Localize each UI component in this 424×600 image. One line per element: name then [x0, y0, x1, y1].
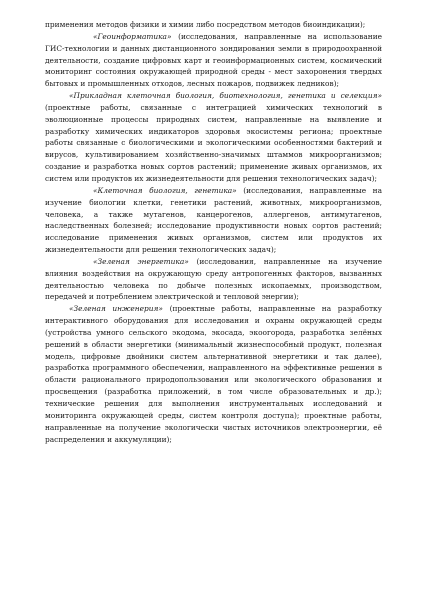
paragraph-text: (проектные работы, связанные с интеграцией химических технологий в эволюционные процессы природных систем, направленные на выявление и разработку химических индикаторов здоровья экосистемы региона; проектные работы связанные с биологическими и экологическими особенностями бактерий и вирусов, культивированием хозяйственно-значимых штаммов микроорганизмов; создание и разработка новых сортов растений; применение живых организмов, их систем или продуктов их жизнедеятельности для решения технологических задач); — [45, 102, 382, 183]
term-cell-biology-genetics: «Клеточная биология, генетика» — [93, 185, 237, 195]
paragraph-cell-biology-genetics — [45, 185, 382, 256]
paragraph-green-energy — [45, 256, 382, 303]
paragraph-biomonitoring-tail — [45, 19, 382, 31]
paragraph-text: применения методов физики и химии либо посредством методов биоиндикации); — [45, 20, 366, 29]
paragraph-text: (исследования, направленные на изучение влияния воздействия на окружающую среду антропогенных факторов, вызванных деятельностью человека по добыче полезных ископаемых, производством, передачей и потреблением электрической и тепловой энергии); — [45, 256, 382, 302]
paragraph-text: (проектные работы, направленные на разработку интерактивного оборудования для исследования и охраны окружающей среды (устройства умного сельского экодома, экосада, экоогорода, разработка зелёных решений в области энергетики (минимальный жизнеспособный продукт, полезная модель, цифровые двойники систем альтернативной энергетики и так далее), разработка программного обеспечения, направленного на эффективные решения в области рационального природопользования или экологического образования и просвещения (разработка приложений, в том числе образовательных и др.); технические решения для выполнения инструментальных исследований и мониторинга окружающей среды, систем контроля доступа); проектные работы, направленные на получение экологически чистых источников электроэнергии, её распределения и аккумуляции); — [45, 304, 382, 444]
paragraph-green-engineering — [45, 303, 382, 445]
term-green-energy: «Зеленая энергетика» — [93, 256, 189, 266]
paragraph-text: (исследования, направленные на использование ГИС-технологии и данных дистанционного зондирования земли в природоохранной деятельности, создание цифровых карт и геоинформационных систем, космический мониторинг состояния окружающей природной среды - мест захоронения твердых бытовых и промышленных отходов, лесных пожаров, подвижек ледников); — [45, 31, 382, 89]
paragraph-text: (исследования, направленные на изучение биологии клетки, генетики растений, животных, микроорганизмов, человека, а также мутагенов, канцерогенов, аллергенов, антимутагенов, наследственных болезней; исследование продуктивности новых сортов растений; исследование применения живых организмов, систем или продуктов их жизнедеятельности для решения технологических задач); — [45, 185, 382, 255]
term-geoinformatics: «Геоинформатика» — [93, 31, 172, 41]
document-page — [45, 19, 382, 445]
paragraph-applied-cell-biology — [45, 90, 382, 185]
term-green-engineering: «Зеленая инженерия» — [69, 304, 163, 314]
term-applied-cell-biology: «Прикладная клеточная биология, биотехнология, генетика и селекция» — [69, 91, 382, 101]
paragraph-geoinformatics — [45, 31, 382, 90]
